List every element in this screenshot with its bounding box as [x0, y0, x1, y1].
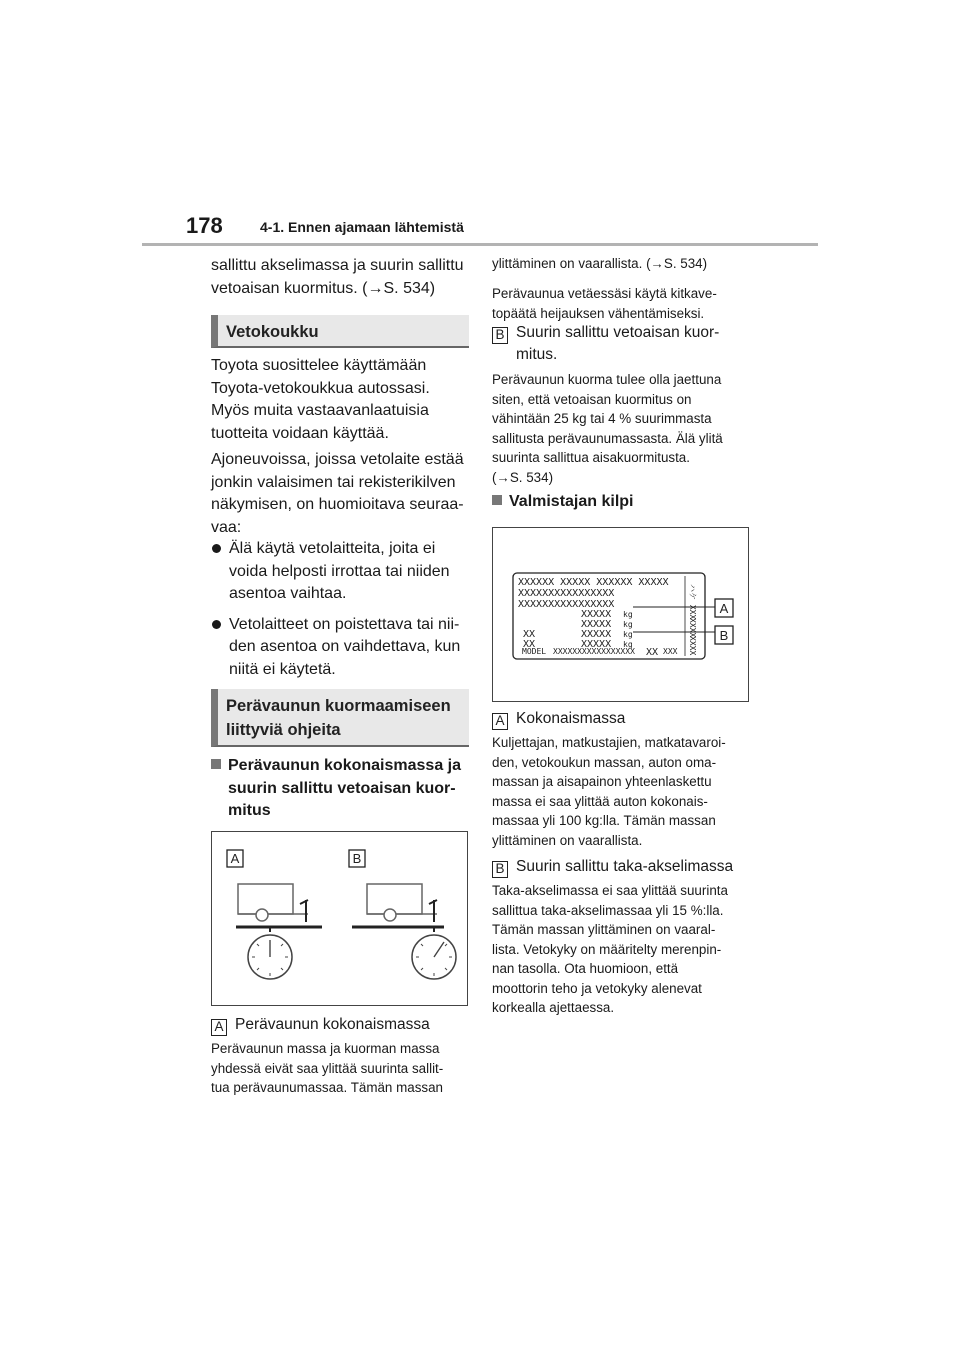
plate-model-value: XXXXXXXXXXXXXXXXX — [553, 647, 635, 656]
text-line: nan tasolla. Ota huomioon, että — [492, 961, 679, 976]
plate-code: XX — [523, 629, 536, 640]
heading-text: liittyviä ohjeita — [226, 721, 341, 739]
plate-side-code: XXXX — [688, 636, 697, 656]
text-line: tuotteita voidaan käyttää. — [211, 424, 389, 442]
trailer-weighing-figure — [211, 831, 468, 1006]
callout-b: B — [719, 628, 729, 643]
label-a-trailer-total-mass — [211, 1014, 473, 1036]
text-line: Perävaunua vetäessäsi käytä kitkave- — [492, 286, 717, 301]
subheading-total-mass — [211, 755, 473, 823]
text-line: tua perävaunumassaa. Tämän massan — [211, 1080, 443, 1095]
text-line: Älä käytä vetolaitteita, joita ei — [229, 540, 436, 557]
text-line: näkymisen, on huomioitava seuraa- — [211, 496, 464, 513]
text-line: Perävaunun kokonaismassa ja — [228, 757, 461, 774]
text-line: Taka-akselimassa ei saa ylittää suurinta — [492, 883, 728, 898]
callout-a: A — [719, 601, 729, 616]
text-line: Myös muita vastaavanlaatuisia — [211, 402, 429, 419]
label-title: Perävaunun kokonaismassa — [235, 1016, 430, 1033]
text-line: vähintään 25 kg tai 4 % suurimmasta — [492, 411, 712, 426]
plate-row: XXXXXXXXXXXXXXXX — [518, 599, 615, 610]
text-line: massa ei saa ylittää auton kokonais- — [492, 793, 708, 809]
text-line: siten, että vetoaisan kuormitus on — [492, 391, 692, 407]
plate-row: XXXXX — [581, 639, 612, 650]
text-line: suurinta sallittua aisakuormitusta. — [492, 450, 690, 465]
manufacturer-plate-illustration — [493, 528, 748, 701]
text-line: niitä ei käytetä. — [229, 660, 336, 678]
text-drawbar-load — [492, 370, 754, 487]
plate-row: XXXXX — [581, 619, 612, 630]
text-line: Vetolaitteet on poistettava tai nii- — [229, 615, 460, 633]
label-title: Suurin sallittu taka-akselimassa — [516, 858, 734, 875]
text-line: den asentoa on vaihdettava, kun — [229, 638, 461, 655]
subheading-manufacturer-plate — [492, 491, 754, 514]
heading-vetokoukku — [211, 315, 469, 348]
text-line: jonkin valaisimen tai rekisterikilven — [211, 473, 456, 491]
text-rear-axle — [492, 881, 754, 1018]
label-letter-box: B — [492, 861, 508, 878]
text-line: topäätä heijauksen vähentämiseksi. — [492, 305, 705, 321]
text-line: ylittäminen on vaarallista. (→S. 534) — [492, 256, 708, 271]
page-number: 178 — [186, 213, 223, 238]
text-line: yhdessä eivät saa ylittää suurinta sallit- — [211, 1060, 444, 1076]
plate-side-code: ハケ XXX — [688, 584, 697, 620]
text-line: Valmistajan kilpi — [509, 493, 634, 510]
plate-code: XX — [523, 639, 536, 650]
continued-text — [492, 254, 754, 274]
label-a-total-mass — [492, 708, 754, 730]
figure-label-b: B — [352, 851, 362, 866]
plate-side-code: XXXX — [688, 618, 697, 638]
text-line: asentoa vaihtaa. — [229, 585, 347, 602]
paragraph-recommendation — [211, 355, 473, 445]
trailer-on-scale-a — [236, 884, 322, 979]
plate-row: XXXXX — [581, 629, 612, 640]
bullet-dot-icon — [212, 544, 221, 553]
bullet-item — [211, 538, 473, 606]
label-letter-box: B — [492, 327, 508, 344]
figure-label-a: A — [230, 851, 240, 866]
text-line: den, vetokoukun massan, auton oma- — [492, 754, 717, 770]
text-line: massan ja aisapainon yhteenlaskettu — [492, 774, 712, 789]
text-line: Toyota suosittelee käyttämään — [211, 357, 427, 374]
text-line: mitus — [228, 802, 271, 819]
manufacturer-plate-figure — [492, 527, 749, 702]
label-b-rear-axle — [492, 856, 754, 878]
square-marker-icon — [211, 759, 221, 769]
plate-row: XXXXXXXXXXXXXXXX — [518, 588, 615, 599]
text-line: Ajoneuvoissa, joissa vetolaite estää — [211, 451, 464, 468]
heading-trailer-loading — [211, 689, 469, 747]
bullet-dot-icon — [212, 620, 221, 629]
text-line: korkealla ajettaessa. — [492, 1000, 615, 1015]
paragraph-friction-damper — [492, 284, 754, 323]
heading-text: Perävaunun kuormaamiseen — [226, 697, 451, 715]
heading-text: Vetokoukku — [226, 323, 319, 341]
plate-unit: kg — [623, 610, 633, 619]
text-line: vaa: — [211, 518, 242, 536]
plate-row: XXXXXX XXXXX XXXXXX XXXXX — [518, 577, 669, 588]
text-line: (→S. 534) — [492, 469, 554, 485]
paragraph-obstruction — [211, 449, 473, 539]
text-line: Perävaunun kuorma tulee olla jaettuna — [492, 372, 722, 387]
trailer-scale-illustration — [212, 832, 467, 1005]
text-line: lista. Vetokyky on määritelty merenpin- — [492, 941, 722, 957]
drawbar-on-scale-b — [352, 884, 456, 979]
text-line: massaa yli 100 kg:lla. Tämän massan — [492, 813, 716, 828]
intro-text — [211, 255, 473, 300]
text-line: Kuljettajan, matkustajien, matkatavaroi- — [492, 735, 726, 750]
text-line: Perävaunun massa ja kuorman massa — [211, 1041, 440, 1056]
label-letter-box: A — [211, 1019, 227, 1036]
plate-model-label: MODEL — [522, 647, 547, 656]
text-line: sallittua taka-akselimassaa yli 15 %:lla. — [492, 902, 724, 918]
label-title: mitus. — [516, 346, 558, 363]
plate-unit: kg — [623, 630, 633, 639]
plate-unit: kg — [623, 640, 633, 649]
header-rule — [142, 243, 818, 246]
text-trailer-total-mass — [211, 1039, 473, 1098]
bullet-list — [211, 538, 473, 689]
text-line: ylittäminen on vaarallista. — [492, 832, 643, 848]
text-line: Toyota-vetokoukkua autossasi. — [211, 379, 430, 397]
text-line: moottorin teho ja vetokyky alenevat — [492, 980, 702, 996]
plate-row: XXXXX — [581, 609, 612, 620]
plate-model-tail: XXX — [663, 647, 678, 656]
text-total-mass — [492, 733, 754, 850]
text-line: voida helposti irrottaa tai niiden — [229, 562, 450, 580]
plate-unit: kg — [623, 620, 633, 629]
label-title: Kokonaismassa — [516, 710, 626, 727]
section-title: 4-1. Ennen ajamaan lähtemistä — [260, 219, 464, 235]
label-letter-box: A — [492, 713, 508, 730]
square-marker-icon — [492, 495, 502, 505]
text-line: sallitusta perävaunumassasta. Älä ylitä — [492, 430, 723, 446]
text-line: Tämän massan ylittäminen on vaaral- — [492, 922, 716, 937]
plate-model-code: XX — [646, 647, 659, 658]
text-line: suurin sallittu vetoaisan kuor- — [228, 779, 456, 797]
bullet-item — [211, 614, 473, 682]
label-b-drawbar-load — [492, 322, 754, 366]
label-title: Suurin sallittu vetoaisan kuor- — [516, 324, 720, 341]
text-line: vetoaisan kuormitus. (→S. 534) — [211, 279, 436, 297]
text-line: sallittu akselimassa ja suurin sallittu — [211, 257, 464, 274]
